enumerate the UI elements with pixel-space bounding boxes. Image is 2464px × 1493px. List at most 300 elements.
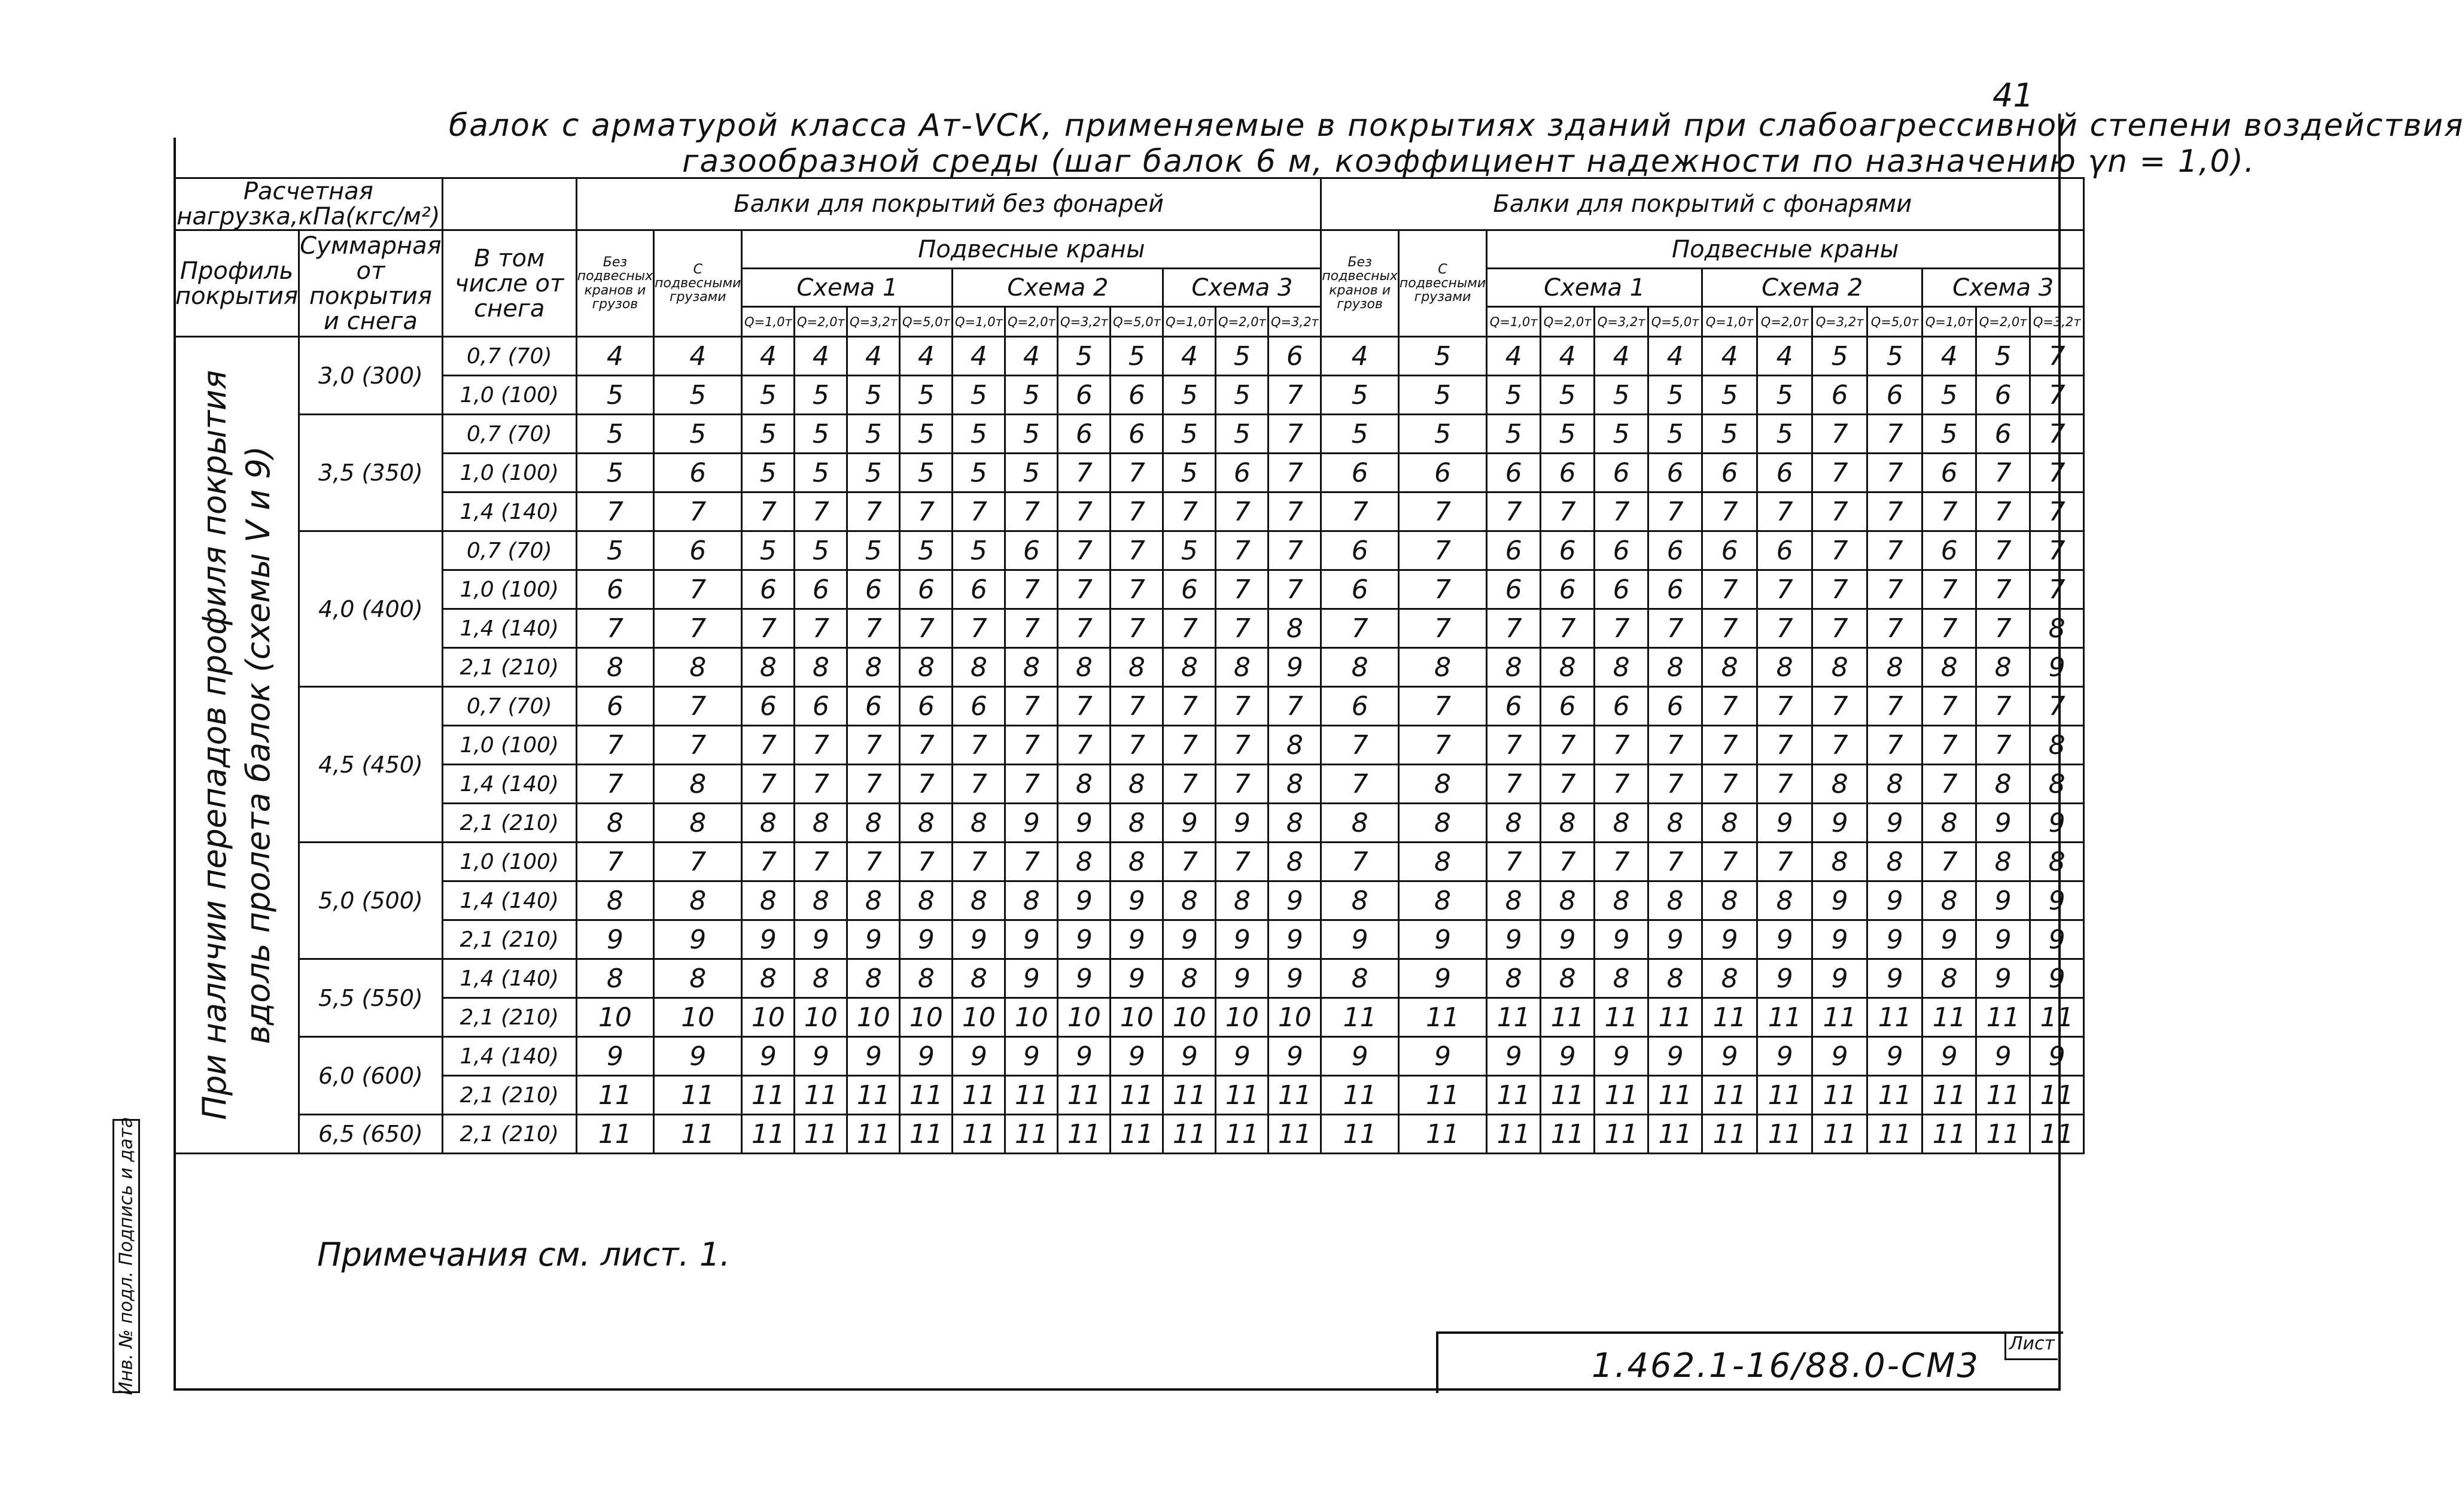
beam-type-cell: 7	[795, 843, 847, 881]
beam-type-cell: 5	[1541, 376, 1595, 415]
beam-type-cell: 9	[847, 920, 900, 959]
beam-type-cell: 7	[1541, 765, 1595, 804]
beam-type-cell: 6	[1111, 376, 1163, 415]
beam-type-cell: 8	[1058, 648, 1111, 687]
beam-type-cell: 8	[1216, 881, 1268, 920]
beam-type-cell: 8	[1922, 804, 1976, 843]
beam-type-cell: 8	[1058, 765, 1111, 804]
beam-type-cell: 7	[1867, 609, 1922, 648]
beam-type-cell: 5	[576, 415, 653, 454]
beam-type-cell: 4	[847, 337, 900, 376]
beam-type-cell: 10	[1005, 998, 1058, 1037]
beam-type-cell: 10	[1163, 998, 1216, 1037]
beam-type-cell: 9	[1922, 1037, 1976, 1076]
beam-type-cell: 7	[795, 609, 847, 648]
beam-type-cell: 11	[847, 1076, 900, 1115]
beam-type-cell: 8	[654, 648, 742, 687]
beam-type-cell: 7	[1757, 843, 1812, 881]
beam-type-cell: 11	[1648, 1115, 1702, 1154]
beam-type-cell: 11	[1922, 1115, 1976, 1154]
design-load-header: Расчетная нагрузка,кПа(кгс/м²)	[175, 178, 443, 230]
snow-load-cell: 1,0 (100)	[442, 843, 576, 881]
beam-type-cell: 8	[900, 648, 953, 687]
beam-type-cell: 9	[1757, 1037, 1812, 1076]
beam-type-cell: 4	[900, 337, 953, 376]
beam-type-cell: 8	[654, 881, 742, 920]
beam-type-cell: 7	[1058, 609, 1111, 648]
beam-type-cell: 7	[1005, 765, 1058, 804]
beam-type-cell: 9	[1487, 920, 1541, 959]
crane-capacity-header: Q=2,0т	[795, 307, 847, 337]
beam-type-cell: 6	[953, 570, 1005, 609]
beam-type-cell: 6	[1648, 531, 1702, 570]
beam-type-cell: 7	[847, 843, 900, 881]
beam-type-cell: 7	[1541, 609, 1595, 648]
table-row	[175, 726, 2084, 765]
beam-type-cell: 5	[742, 531, 795, 570]
beam-type-cell: 7	[654, 843, 742, 881]
beam-type-cell: 5	[1648, 415, 1702, 454]
beam-type-cell: 8	[1321, 804, 1398, 843]
beam-type-cell: 9	[1005, 920, 1058, 959]
crane-capacity-header-lanterns: Q=1,0т	[1487, 307, 1541, 337]
beam-type-cell: 7	[1541, 492, 1595, 531]
beam-type-cell: 7	[1976, 687, 2030, 726]
beam-type-cell: 9	[1757, 959, 1812, 998]
beam-type-cell: 8	[900, 804, 953, 843]
table-row	[175, 531, 2084, 570]
beam-type-cell: 8	[1268, 726, 1321, 765]
beam-type-cell: 9	[1867, 1037, 1922, 1076]
scheme-3-header: Схема 3	[1163, 269, 1321, 307]
table-row	[175, 843, 2084, 881]
snow-load-cell: 1,4 (140)	[442, 881, 576, 920]
beam-type-cell: 11	[576, 1076, 653, 1115]
beam-type-cell: 9	[1976, 959, 2030, 998]
beam-type-cell: 8	[1976, 765, 2030, 804]
beam-type-cell: 11	[1487, 1076, 1541, 1115]
crane-capacity-header: Q=1,0т	[742, 307, 795, 337]
beam-type-cell: 7	[1398, 570, 1486, 609]
beam-type-cell: 11	[1111, 1076, 1163, 1115]
beam-type-cell: 4	[576, 337, 653, 376]
beam-type-cell: 7	[1268, 376, 1321, 415]
document-code: 1.462.1-16/88.0-СМ3	[1592, 1346, 1981, 1385]
beam-type-cell: 8	[742, 881, 795, 920]
beam-type-cell: 7	[742, 765, 795, 804]
beam-type-cell: 11	[1398, 1076, 1486, 1115]
beam-type-cell: 8	[1321, 648, 1398, 687]
beam-type-cell: 5	[742, 376, 795, 415]
beam-type-cell: 8	[1163, 881, 1216, 920]
beam-type-cell: 7	[1757, 570, 1812, 609]
beam-type-cell: 8	[1058, 843, 1111, 881]
beam-type-cell: 11	[795, 1076, 847, 1115]
beam-type-cell: 6	[1321, 454, 1398, 492]
total-load-cell: 6,5 (650)	[299, 1115, 443, 1154]
table-row	[175, 1076, 2084, 1115]
side-stamp-text: Инв. № подл. Подпись и дата	[115, 1117, 137, 1395]
beam-type-cell: 7	[1867, 492, 1922, 531]
beam-type-cell: 10	[1111, 998, 1163, 1037]
beam-type-cell: 7	[1058, 687, 1111, 726]
beam-type-cell: 9	[2030, 648, 2084, 687]
beam-type-cell: 9	[1398, 920, 1486, 959]
no-lanterns-header: Балки для покрытий без фонарей	[576, 178, 1321, 230]
beam-type-cell: 9	[1268, 881, 1321, 920]
table-row	[175, 959, 2084, 998]
beam-type-cell: 8	[576, 881, 653, 920]
beam-type-cell: 7	[953, 609, 1005, 648]
beam-type-cell: 9	[1005, 804, 1058, 843]
beam-type-cell: 5	[1812, 337, 1867, 376]
with-lanterns-header: Балки для покрытий с фонарями	[1321, 178, 2084, 230]
crane-capacity-header: Q=3,2т	[1268, 307, 1321, 337]
beam-type-cell: 8	[1111, 765, 1163, 804]
snow-load-cell: 1,4 (140)	[442, 1037, 576, 1076]
beam-type-cell: 9	[1398, 1037, 1486, 1076]
beam-type-cell: 7	[1867, 726, 1922, 765]
beam-type-cell: 7	[1268, 415, 1321, 454]
beam-type-cell: 7	[1111, 726, 1163, 765]
beam-type-cell: 7	[900, 726, 953, 765]
beam-type-cell: 8	[953, 959, 1005, 998]
snow-load-cell: 2,1 (210)	[442, 998, 576, 1037]
beam-type-cell: 8	[1757, 881, 1812, 920]
table-row	[175, 1037, 2084, 1076]
beam-type-cell: 9	[1541, 1037, 1595, 1076]
beam-type-cell: 9	[1976, 804, 2030, 843]
beam-type-cell: 5	[742, 454, 795, 492]
beam-type-cell: 8	[1398, 648, 1486, 687]
beam-type-cell: 5	[1487, 376, 1541, 415]
beam-type-cell: 11	[1595, 1115, 1648, 1154]
beam-type-cell: 11	[1216, 1115, 1268, 1154]
snow-load-cell: 2,1 (210)	[442, 1076, 576, 1115]
beam-type-cell: 7	[1005, 687, 1058, 726]
beam-type-cell: 11	[953, 1076, 1005, 1115]
beam-type-cell: 9	[1005, 959, 1058, 998]
table-row	[175, 454, 2084, 492]
beam-type-cell: 11	[1058, 1115, 1111, 1154]
beam-type-cell: 9	[1812, 959, 1867, 998]
beam-type-cell: 8	[900, 881, 953, 920]
beam-type-cell: 7	[1058, 454, 1111, 492]
beam-type-cell: 7	[1648, 726, 1702, 765]
beam-type-cell: 7	[1976, 570, 2030, 609]
beam-type-cell: 11	[847, 1115, 900, 1154]
beam-type-cell: 9	[1268, 1037, 1321, 1076]
beam-type-cell: 6	[1976, 415, 2030, 454]
scheme-2-header: Схема 2	[953, 269, 1163, 307]
beam-type-cell: 6	[1595, 687, 1648, 726]
beam-type-cell: 5	[1487, 415, 1541, 454]
crane-capacity-header-lanterns: Q=1,0т	[1702, 307, 1757, 337]
beam-type-cell: 7	[1757, 609, 1812, 648]
profile-text: При наличии перепадов профиля покрытия вдоль пролета балок (схемы V и 9)	[195, 370, 277, 1120]
beam-type-cell: 6	[1541, 687, 1595, 726]
beam-type-cell: 7	[576, 843, 653, 881]
beam-type-cell: 7	[576, 609, 653, 648]
beam-type-cell: 11	[1321, 1115, 1398, 1154]
beam-type-cell: 11	[1321, 998, 1398, 1037]
beam-type-cell: 11	[1867, 1115, 1922, 1154]
beam-type-cell: 6	[1757, 454, 1812, 492]
beam-type-cell: 11	[900, 1115, 953, 1154]
beam-type-cell: 9	[1111, 959, 1163, 998]
beam-type-cell: 11	[1005, 1115, 1058, 1154]
beam-type-cell: 9	[1268, 648, 1321, 687]
beam-type-cell: 7	[847, 726, 900, 765]
beam-type-cell: 6	[576, 570, 653, 609]
beam-type-cell: 5	[1163, 415, 1216, 454]
beam-type-cell: 10	[847, 998, 900, 1037]
beam-type-cell: 5	[654, 415, 742, 454]
beam-type-cell: 8	[576, 804, 653, 843]
beam-type-cell: 5	[1922, 376, 1976, 415]
beam-type-cell: 9	[1321, 920, 1398, 959]
beam-type-cell: 7	[654, 492, 742, 531]
scheme-3-header-lanterns: Схема 3	[1922, 269, 2084, 307]
snow-load-cell: 1,0 (100)	[442, 376, 576, 415]
beam-type-cell: 8	[2030, 609, 2084, 648]
heading-line-2: газообразной среды (шаг балок 6 м, коэффициент надежности по назначению γn = 1,0).	[682, 144, 2256, 180]
beam-type-cell: 6	[1321, 570, 1398, 609]
beam-type-cell: 6	[1005, 531, 1058, 570]
beam-type-cell: 7	[1812, 454, 1867, 492]
crane-capacity-header: Q=5,0т	[900, 307, 953, 337]
beam-type-cell: 7	[2030, 570, 2084, 609]
crane-capacity-header: Q=2,0т	[1216, 307, 1268, 337]
beam-type-cell: 11	[1398, 998, 1486, 1037]
beam-type-cell: 9	[1595, 920, 1648, 959]
table-row	[175, 687, 2084, 726]
beam-type-cell: 4	[654, 337, 742, 376]
beam-type-cell: 7	[900, 765, 953, 804]
beam-type-cell: 7	[1976, 492, 2030, 531]
beam-type-cell: 9	[1812, 804, 1867, 843]
beam-type-cell: 9	[1867, 920, 1922, 959]
beam-type-cell: 8	[1648, 959, 1702, 998]
beam-type-cell: 11	[1812, 998, 1867, 1037]
beam-type-cell: 7	[654, 726, 742, 765]
beam-type-cell: 9	[1111, 1037, 1163, 1076]
beam-type-cell: 8	[2030, 843, 2084, 881]
beam-type-cell: 8	[1398, 765, 1486, 804]
beam-type-cell: 6	[742, 687, 795, 726]
beam-type-cell: 8	[2030, 765, 2084, 804]
beam-type-cell: 8	[654, 804, 742, 843]
beam-type-cell: 8	[1163, 959, 1216, 998]
beam-type-cell: 5	[1398, 337, 1486, 376]
beam-type-cell: 6	[1648, 570, 1702, 609]
beam-type-cell: 7	[1812, 570, 1867, 609]
beam-type-cell: 6	[1702, 531, 1757, 570]
beam-type-cell: 9	[1757, 804, 1812, 843]
beam-type-cell: 9	[1702, 1037, 1757, 1076]
beam-type-cell: 7	[1867, 570, 1922, 609]
snow-load-cell: 1,4 (140)	[442, 492, 576, 531]
beam-type-cell: 11	[900, 1076, 953, 1115]
scheme-2-header-lanterns: Схема 2	[1702, 269, 1922, 307]
beam-type-cell: 5	[847, 415, 900, 454]
beam-type-cell: 7	[1398, 609, 1486, 648]
beam-type-cell: 7	[1216, 726, 1268, 765]
beam-type-cell: 8	[900, 959, 953, 998]
beam-type-cell: 8	[1541, 648, 1595, 687]
beam-type-cell: 5	[953, 454, 1005, 492]
beam-type-cell: 6	[1268, 337, 1321, 376]
beam-type-cell: 8	[1595, 881, 1648, 920]
beam-type-cell: 7	[1976, 454, 2030, 492]
beam-type-cell: 9	[1541, 920, 1595, 959]
beam-type-cell: 7	[1163, 843, 1216, 881]
beam-type-cell: 9	[2030, 920, 2084, 959]
beam-type-cell: 9	[576, 1037, 653, 1076]
beam-type-cell: 8	[1867, 843, 1922, 881]
beam-type-cell: 5	[1163, 376, 1216, 415]
beam-type-cell: 6	[1216, 454, 1268, 492]
beam-type-cell: 11	[1702, 998, 1757, 1037]
beam-type-cell: 7	[1922, 492, 1976, 531]
beam-type-cell: 7	[1268, 531, 1321, 570]
beam-type-cell: 7	[1922, 609, 1976, 648]
beam-type-cell: 7	[795, 765, 847, 804]
beam-type-cell: 8	[1922, 648, 1976, 687]
beam-type-cell: 5	[1005, 376, 1058, 415]
beam-type-cell: 11	[2030, 998, 2084, 1037]
beam-type-cell: 5	[654, 376, 742, 415]
beam-type-cell: 7	[2030, 687, 2084, 726]
beam-type-cell: 6	[654, 454, 742, 492]
snow-load-cell: 2,1 (210)	[442, 1115, 576, 1154]
beam-type-cell: 11	[1398, 1115, 1486, 1154]
beam-type-cell: 7	[1595, 843, 1648, 881]
scheme-1-header: Схема 1	[742, 269, 953, 307]
beam-type-cell: 8	[1702, 959, 1757, 998]
beam-type-cell: 5	[1111, 337, 1163, 376]
beam-type-cell: 7	[1216, 531, 1268, 570]
beam-type-cell: 7	[1487, 843, 1541, 881]
beam-type-cell: 9	[2030, 804, 2084, 843]
beam-type-cell: 8	[1005, 648, 1058, 687]
beam-type-cell: 9	[1216, 1037, 1268, 1076]
beam-type-cell: 7	[1541, 726, 1595, 765]
beam-type-cell: 4	[1595, 337, 1648, 376]
snow-load-header: В том числе от снега	[442, 230, 576, 337]
beam-type-cell: 6	[1541, 570, 1595, 609]
beam-type-cell: 7	[1812, 687, 1867, 726]
beam-type-cell: 11	[1268, 1115, 1321, 1154]
beam-type-cell: 8	[576, 648, 653, 687]
beam-type-cell: 7	[1058, 570, 1111, 609]
beam-type-cell: 7	[654, 687, 742, 726]
beam-type-cell: 7	[1111, 687, 1163, 726]
table-row	[175, 609, 2084, 648]
beam-type-cell: 5	[1976, 337, 2030, 376]
beam-type-cell: 9	[742, 920, 795, 959]
beam-type-cell: 8	[654, 959, 742, 998]
total-load-cell: 6,0 (600)	[299, 1037, 443, 1115]
beam-type-cell: 7	[654, 609, 742, 648]
beam-type-cell: 5	[1163, 454, 1216, 492]
beam-type-cell: 9	[1702, 920, 1757, 959]
beam-type-cell: 7	[1487, 726, 1541, 765]
beam-type-cell: 9	[1058, 920, 1111, 959]
snow-load-cell: 0,7 (70)	[442, 337, 576, 376]
beam-type-cell: 8	[1976, 843, 2030, 881]
beam-type-cell: 11	[1487, 998, 1541, 1037]
beam-type-cell: 10	[795, 998, 847, 1037]
beam-type-cell: 5	[1005, 454, 1058, 492]
beam-type-cell: 8	[742, 804, 795, 843]
crane-capacity-header: Q=5,0т	[1111, 307, 1163, 337]
beam-type-cell: 7	[1321, 492, 1398, 531]
beam-type-cell: 11	[1595, 1076, 1648, 1115]
beam-type-cell: 7	[1321, 765, 1398, 804]
crane-capacity-header-lanterns: Q=1,0т	[1922, 307, 1976, 337]
beam-type-cell: 7	[1163, 609, 1216, 648]
beam-type-cell: 8	[1541, 804, 1595, 843]
crane-capacity-header: Q=2,0т	[1005, 307, 1058, 337]
beam-type-cell: 8	[576, 959, 653, 998]
beam-type-cell: 9	[1976, 920, 2030, 959]
beam-type-cell: 8	[1398, 804, 1486, 843]
beam-type-cell: 11	[1268, 1076, 1321, 1115]
beam-type-cell: 4	[795, 337, 847, 376]
beam-type-cell: 5	[795, 415, 847, 454]
beam-type-cell: 9	[1976, 881, 2030, 920]
beam-type-cell: 7	[1268, 492, 1321, 531]
beam-type-cell: 5	[1922, 415, 1976, 454]
beam-type-cell: 10	[1058, 998, 1111, 1037]
beam-type-cell: 7	[1111, 570, 1163, 609]
beam-type-cell: 7	[2030, 454, 2084, 492]
beam-type-cell: 5	[900, 454, 953, 492]
beam-type-cell: 5	[742, 415, 795, 454]
beam-type-cell: 7	[1111, 531, 1163, 570]
total-load-cell: 4,5 (450)	[299, 687, 443, 843]
beam-type-cell: 9	[1005, 1037, 1058, 1076]
beam-type-cell: 6	[1321, 687, 1398, 726]
beam-type-cell: 11	[1541, 1076, 1595, 1115]
beam-type-cell: 5	[1058, 337, 1111, 376]
beam-type-cell: 9	[1648, 920, 1702, 959]
beam-type-cell: 5	[847, 454, 900, 492]
beam-type-cell: 6	[795, 570, 847, 609]
cranes-header-lanterns: Подвесные краны	[1487, 230, 2084, 269]
beam-type-cell: 7	[1976, 531, 2030, 570]
beam-type-cell: 6	[1058, 376, 1111, 415]
table-row	[175, 765, 2084, 804]
beam-type-cell: 6	[1541, 531, 1595, 570]
beam-type-cell: 7	[1163, 726, 1216, 765]
beam-type-cell: 8	[742, 648, 795, 687]
beam-type-cell: 11	[1321, 1076, 1398, 1115]
beam-type-cell: 7	[1702, 687, 1757, 726]
beam-type-cell: 6	[742, 570, 795, 609]
beam-type-cell: 8	[953, 881, 1005, 920]
beam-type-cell: 7	[1058, 531, 1111, 570]
beam-type-cell: 7	[742, 492, 795, 531]
beam-type-cell: 5	[795, 376, 847, 415]
beam-type-cell: 6	[847, 687, 900, 726]
beam-type-cell: 8	[847, 881, 900, 920]
beam-type-cell: 9	[654, 1037, 742, 1076]
beam-type-cell: 7	[1216, 765, 1268, 804]
beam-type-cell: 5	[900, 376, 953, 415]
beam-type-cell: 7	[742, 726, 795, 765]
